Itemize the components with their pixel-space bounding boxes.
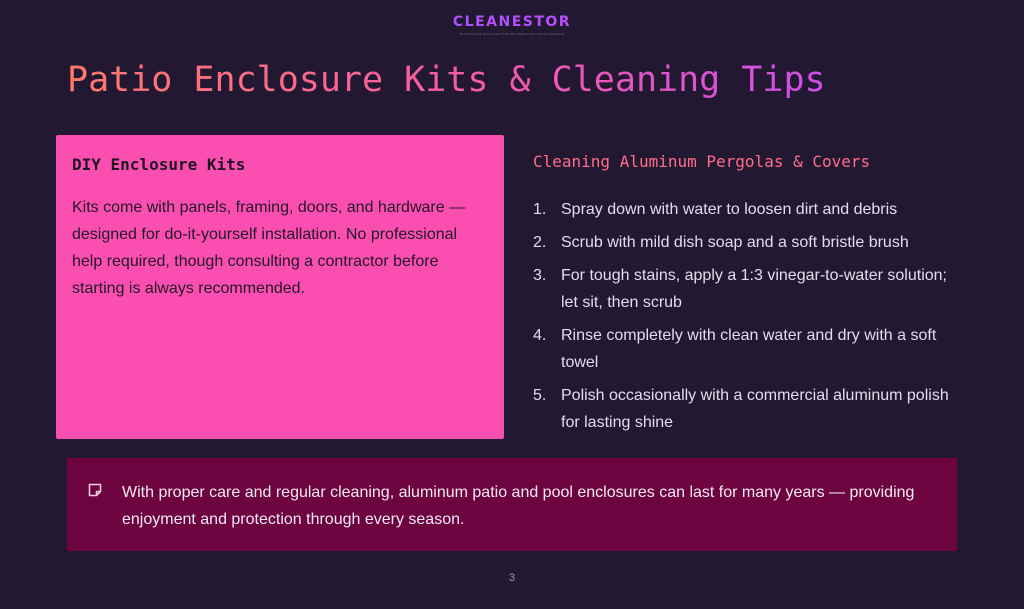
- note-text: With proper care and regular cleaning, aluminum patio and pool enclosures can last for many years — providing enjoyment and protection through every season.: [122, 484, 915, 528]
- logo-text: CLEANESTOR: [0, 14, 1024, 30]
- cleaning-steps-list: [533, 196, 953, 442]
- step-item: [533, 322, 953, 376]
- page-number: 3: [508, 572, 516, 584]
- kits-heading: DIY Enclosure Kits: [72, 155, 246, 174]
- diy-kits-card: [56, 135, 504, 439]
- step-text: Scrub with mild dish soap and a soft bristle brush: [561, 234, 909, 251]
- cleaning-heading: Cleaning Aluminum Pergolas & Covers: [533, 152, 871, 171]
- step-item: [533, 262, 953, 316]
- step-text: Rinse completely with clean water and dry with a soft towel: [561, 327, 937, 371]
- step-text: Spray down with water to loosen dirt and debris: [561, 201, 898, 218]
- step-item: [533, 229, 953, 256]
- summary-note: [67, 458, 957, 551]
- step-text: Polish occasionally with a commercial aluminum polish for lasting shine: [561, 387, 949, 431]
- step-text: For tough stains, apply a 1:3 vinegar-to-water solution; let sit, then scrub: [561, 267, 947, 311]
- logo: [0, 14, 1024, 36]
- step-item: [533, 196, 953, 223]
- step-number: 1.: [533, 201, 547, 218]
- sticky-note-icon: [87, 482, 103, 498]
- step-number: 3.: [533, 267, 547, 284]
- kits-body: Kits come with panels, framing, doors, and hardware — designed for do-it-yourself installation. No professional help required, though consulting a contractor before starting is always recommended.: [72, 199, 466, 297]
- step-number: 2.: [533, 234, 547, 251]
- cleaning-section: [533, 152, 973, 431]
- page-title: Patio Enclosure Kits & Cleaning Tips: [67, 60, 826, 100]
- step-number: 4.: [533, 327, 547, 344]
- logo-tagline: The Cleaning Source and Tips for Helpful Your Cleaning Needs: [459, 32, 565, 36]
- step-item: [533, 382, 953, 436]
- step-number: 5.: [533, 387, 547, 404]
